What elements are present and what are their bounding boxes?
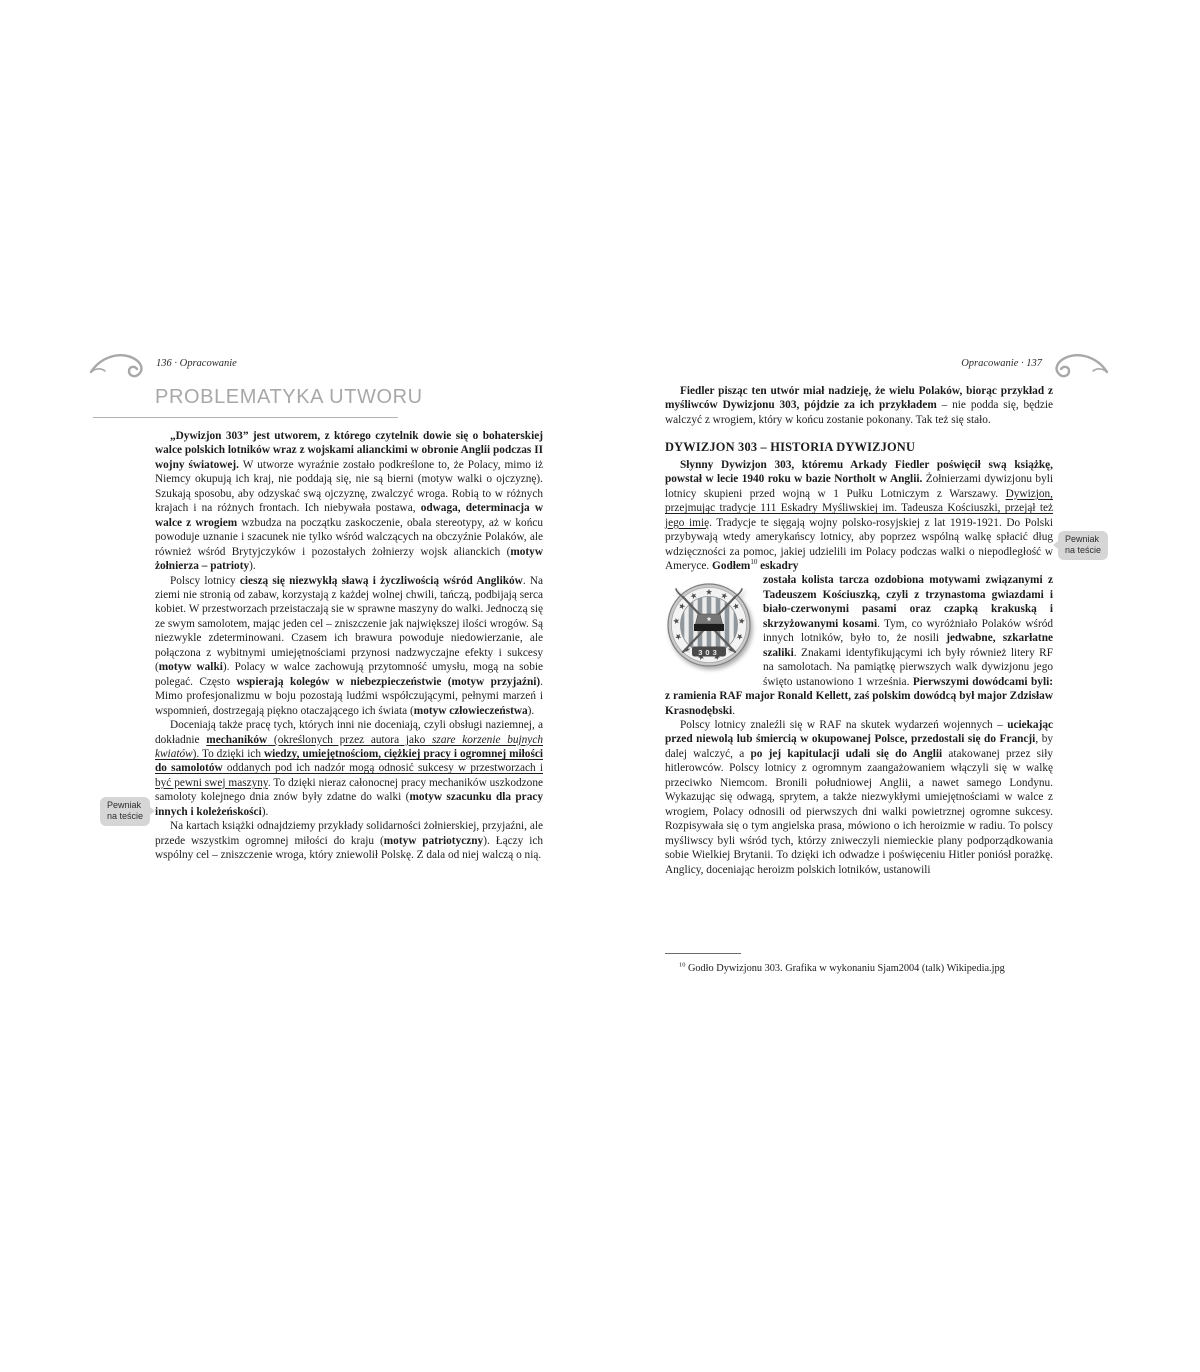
margin-note-line: na teście <box>107 811 144 822</box>
section-heading: DYWIZJON 303 – HISTORIA DYWIZJONU <box>665 440 916 455</box>
paragraph: Na kartach książki odnajdziemy przykłady solidarności żołnierskiej, przyjaźni, ale przede wszystkim ogromnej miłości do kraju (motyw patriotyczny). Łączy ich wspólny cel – zniszczenie wroga, który zniewolił Polskę. Z dala od niej walczą o nią. <box>155 820 543 862</box>
margin-note-exam-tip <box>100 797 150 826</box>
paragraph: Słynny Dywizjon 303, któremu Arkady Fiedler poświęcił swą książkę, powstał w lecie 1940 roku w bazie Northolt w Anglii. Żołnierzami dywizjonu byli lotnicy skupieni przed wojną w 1 Pułku Lotniczym z Warszawy. Dywizjon, przejmując tradycje 111 Eskadry Myśliwskiej im. Tadeusza Kościuszki, przejął też jego imię. Tradycje te sięgają wojny polsko-rosyjskiej z lat 1919-1921. Do Polski przybywają wtedy amerykańscy lotnicy, aby poprzez wspólną walkę spłacić dług wdzięczności za pomoc, jakiej udzielili im Polacy podczas walki o niepodległość w Ameryce. Godłem$^{10}$ eskadry <box>665 458 1053 572</box>
footnote-rule <box>665 953 741 954</box>
paragraph-with-badge: 303 została kolista tarcza ozdobiona motywami związanymi z Tadeuszem Kościuszką, czyli z trzynastoma gwiazdami i biało-czerwonymi pasami oraz czapką krakuską i skrzyżowanymi kosami. Tym, co wyróżniało Polaków wśród innych lotników, było to, że nosili jedwabne, szkarłatne szaliki. Znakami identyfikującymi ich były również litery RF na samolotach. Na pamiątkę pierwszych walk dywizjonu jego święto ustanowiono 1 września. Pierwszymi dowódcami byli: z ramienia RAF major Ronald Kellett, zaś polskim dowódcą był major Zdzisław Krasnodębski. <box>665 574 1054 717</box>
footnote-text: $^{10}$ Godło Dywizjonu 303. Grafika w wykonaniu Sjam2004 (talk) Wikipedia.jpg <box>679 961 1005 974</box>
left-page-body <box>155 429 543 863</box>
flourish-ornament-icon <box>88 348 150 386</box>
margin-note-line: na teście <box>1065 545 1102 556</box>
page-header-left: 136 · Opracowanie <box>156 358 237 369</box>
footnote <box>665 953 1053 975</box>
paragraph: „Dywizjon 303” jest utworem, z którego czytelnik dowie się o bohaterskiej walce polskich lotników wraz z wojskami alianckimi w obronie Anglii podczas II wojny światowej. W utworze wyraźnie zostało podkreślone to, że Polacy, mimo iż Niemcy okupują ich kraj, nie poddają się, nie są bierni (motyw walki o ojczyznę). Szukają sposobu, aby odzyskać swą ojczyznę, zwalczyć wroga. Robią to w różnych krajach i na różnych frontach. Ich niebywała postawa, odwaga, determinacja w walce z wrogiem wzbudza na początku zaskoczenie, obala stereotypy, aż w końcu powoduje uznanie i szacunek nie tylko wśród walczących na obczyźnie Polaków, ale również wśród Brytyjczyków i pozostałych żołnierzy wojsk alianckich (motyw żołnierza – patrioty). <box>155 430 544 573</box>
section-title: PROBLEMATYKA UTWORU <box>155 386 423 408</box>
margin-note-exam-tip <box>1058 531 1108 560</box>
margin-note-line: Pewniak <box>1065 534 1100 544</box>
page-header-right: Opracowanie · 137 <box>961 358 1042 369</box>
paragraph: Fiedler pisząc ten utwór miał nadzieję, że wielu Polaków, biorąc przykład z myśliwców Dywizjonu 303, pójdzie za ich przykładem – nie podda się, będzie walczyć z wrogiem, który w końcu zostanie pokonany. Tak też się stało. <box>665 385 1054 426</box>
paragraph: Polscy lotnicy cieszą się niezwykłą sławą i życzliwością wśród Anglików. Na ziemi nie stronią od zabaw, korzystają z każdej wolnej chwili, tańczą, podbijają serca kobiet. W przestworzach przeistaczają sie w sprawne maszyny do walki. Jednoczą się ze swym samolotem, mając jeden cel – zniszczenie jak największej ilości wrogów. Są niezwykle zdeterminowani. Czasem ich brawura powoduje niedowierzanie, ale połączona z wybitnymi umiejętnościami przynosi nadzwyczajne efekty i sukcesy (motyw walki). Polacy w walce zachowują przytomność umysłu, mogą na sobie polegać. Często wspierają kolegów w niebezpieczeństwie (motyw przyjaźni). Mimo profesjonalizmu w boju pozostają ludźmi współczującymi, pełnymi marzeń i wspomnień, dostrzegają piękno otaczającego ich świata (motyw człowieczeństwa). <box>155 574 544 717</box>
paragraph: Polscy lotnicy znaleźli się w RAF na skutek wydarzeń wojennych – uciekając przed niewolą lub śmiercią w okupowanej Polsce, przedostali się do Francji, by dalej walczyć, a po jej kapitulacji udali się do Anglii atakowanej przez siły hitlerowców. Polscy lotnicy z ogromnym zaangażowaniem włączyli się w walkę przeciwko Niemcom. Bronili południowej Anglii, a nawet samego Londynu. Wykazując się odwagą, sprytem, a także niezwykłymi umiejętnościami w walce z wrogiem, Polacy odnosili od pierwszych dni walki powietrznej ogromne sukcesy. Rozpisywała się o tym angielska prasa, mówiono o ich heroizmie w radiu. To polscy myśliwscy byli wśród tych, którzy zniweczyli niemieckie plany podporządkowania sobie Wielkiej Brytanii. To dzięki ich odwadze i poświęceniu Hitler poniósł porażkę. Anglicy, doceniając heroizm polskich lotników, ustanowili <box>665 718 1054 876</box>
margin-note-line: Pewniak <box>107 800 142 810</box>
squadron-303-emblem <box>665 575 753 679</box>
badge-number: 303 <box>698 648 720 658</box>
right-page-body <box>665 384 1053 877</box>
paragraph: Doceniają także pracę tych, których inni nie doceniają, czyli obsługi naziemnej, a dokładnie mechaników (określonych przez autora jako szare korzenie bujnych kwiatów). To dzięki ich wiedzy, umiejętnościom, ciężkiej pracy i ogromnej miłości do samolotów oddanych pod ich nadzór mogą odnosić sukcesy w przestworzach i być pewni swej maszyny. To dzięki nieraz całonocnej pracy mechaników uszkodzone samoloty kolejnego dnia znów były zdatne do walki (motyw szacunku dla pracy innych i koleżeńskości). <box>155 719 544 818</box>
title-rule <box>93 417 398 418</box>
flourish-ornament-icon <box>1048 348 1110 386</box>
